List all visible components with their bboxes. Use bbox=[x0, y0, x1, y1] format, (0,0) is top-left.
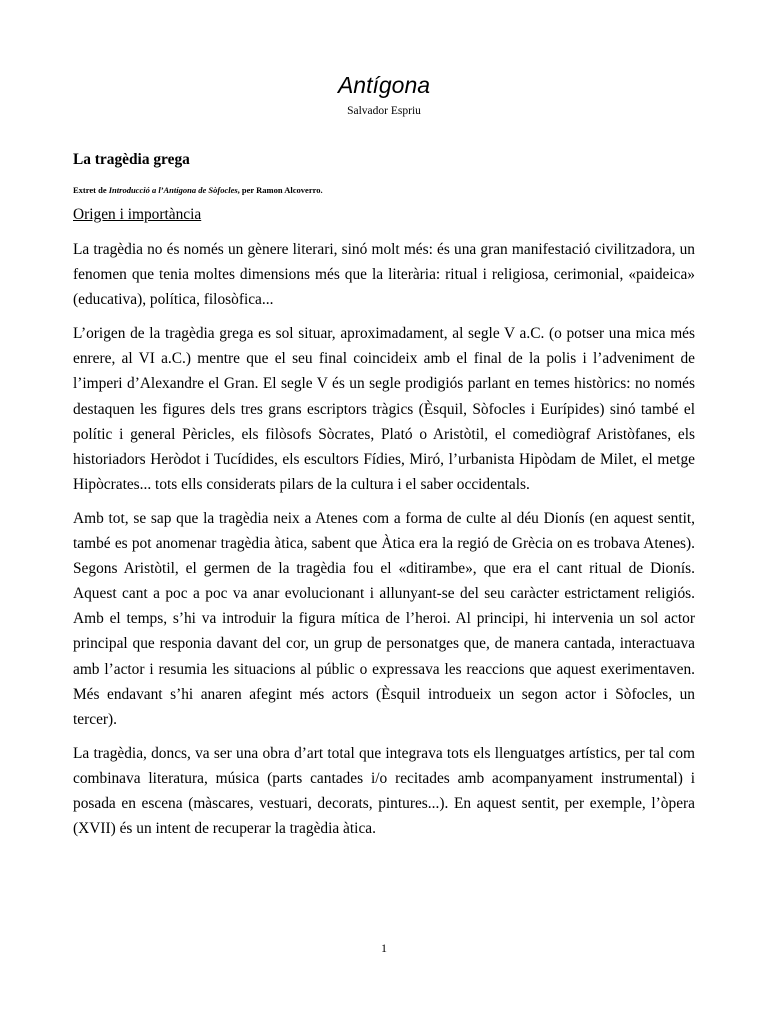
document-author: Salvador Espriu bbox=[347, 105, 421, 117]
paragraph-4 bbox=[73, 741, 695, 841]
paragraph-line: Aquest cant a poc a poc va anar evolucionant i allunyant-se del seu caràcter estrictament religiós. bbox=[73, 585, 695, 603]
paragraph-line: amb l’actor i resumia les situacions al públic o expressava les reaccions que aquest exerimentaven. bbox=[73, 660, 695, 678]
paragraph-2 bbox=[73, 321, 695, 497]
paragraph-line: (XVII) és un intent de recuperar la tragèdia àtica. bbox=[73, 820, 376, 838]
paragraph-line: Segons Aristòtil, el germen de la tragèdia fou el «ditirambe», que era el cant ritual de Dionís. bbox=[73, 560, 695, 578]
paragraph-line: Amb el temps, s’hi va introduir la figura mítica de l’heroi. Al principi, hi intervenia un sol actor bbox=[73, 610, 695, 628]
paragraph-line: també es pot anomenar tragèdia àtica, sabent que Àtica era la regió de Grècia on es trobava Atenes). bbox=[73, 535, 695, 553]
paragraph-1 bbox=[73, 237, 695, 312]
paragraph-line: fenomen que tenia moltes dimensions més que la literària: ritual i religiosa, cerimonial, «paideica» bbox=[73, 266, 695, 284]
paragraph-3 bbox=[73, 506, 695, 732]
source-note-suffix: , per Ramon Alcoverro. bbox=[237, 185, 323, 195]
paragraph-line: La tragèdia no és només un gènere literari, sinó molt més: és una gran manifestació civilitzadora, un bbox=[73, 241, 695, 258]
paragraph-line: enrere, al VI a.C.) mentre que el seu final coincideix amb el final de la polis i l’adveniment de bbox=[73, 350, 695, 368]
paragraph-line: destaquen les figures dels tres grans escriptors tràgics (Èsquil, Sòfocles i Eurípides) sinó també el bbox=[73, 400, 695, 418]
paragraph-line: L’origen de la tragèdia grega es sol situar, aproximadament, al segle V a.C. (o potser una mica més bbox=[73, 325, 695, 343]
paragraph-line: polític i general Pèricles, els filòsofs Sòcrates, Plató o Aristòtil, el comediògraf Aristòfanes, els bbox=[73, 425, 695, 443]
paragraph-line: Més endavant s’hi anaren afegint més actors (Èsquil introdueix un segon actor i Sòfocles, un bbox=[73, 685, 695, 703]
paragraph-line: (educativa), política, filosòfica... bbox=[73, 291, 274, 309]
body-text bbox=[73, 237, 695, 850]
paragraph-line: La tragèdia, doncs, va ser una obra d’art total que integrava tots els llenguatges artístics, per tal com bbox=[73, 744, 695, 762]
paragraph-line: l’imperi d’Alexandre el Gran. El segle V és un segle prodigiós parlant en temes històrics: no només bbox=[73, 375, 695, 393]
paragraph-line: Hipòcrates... tots ells considerats pilars de la cultura i el saber occidentals. bbox=[73, 475, 530, 493]
paragraph-line: tercer). bbox=[73, 710, 117, 728]
paragraph-line: combinava literatura, música (parts cantades i/o recitades amb acompanyament instrumental) i bbox=[73, 769, 695, 787]
paragraph-line: posada en escena (màscares, vestuari, decorats, pintures...). En aquest sentit, per exemple, l’òpera bbox=[73, 794, 695, 812]
subsection-heading: Origen i importància bbox=[73, 206, 202, 223]
source-note bbox=[73, 184, 323, 196]
section-heading: La tragèdia grega bbox=[73, 151, 190, 168]
paragraph-line: principal que responia davant del cor, un grup de personatges que, de manera cantada, interactuava bbox=[73, 635, 695, 653]
source-note-work-title: Introducció a l’Antígona de Sòfocles bbox=[108, 185, 238, 195]
source-note-prefix: Extret de bbox=[73, 185, 109, 195]
paragraph-line: Amb tot, se sap que la tragèdia neix a Atenes com a forma de culte al déu Dionís (en aquest sentit, bbox=[73, 509, 695, 527]
page-number: 1 bbox=[381, 941, 387, 955]
document-title: Antígona bbox=[337, 72, 431, 98]
paragraph-line: historiadors Heròdot i Tucídides, els escultors Fídies, Miró, l’urbanista Hipòdam de Milet, el metge bbox=[73, 450, 695, 468]
